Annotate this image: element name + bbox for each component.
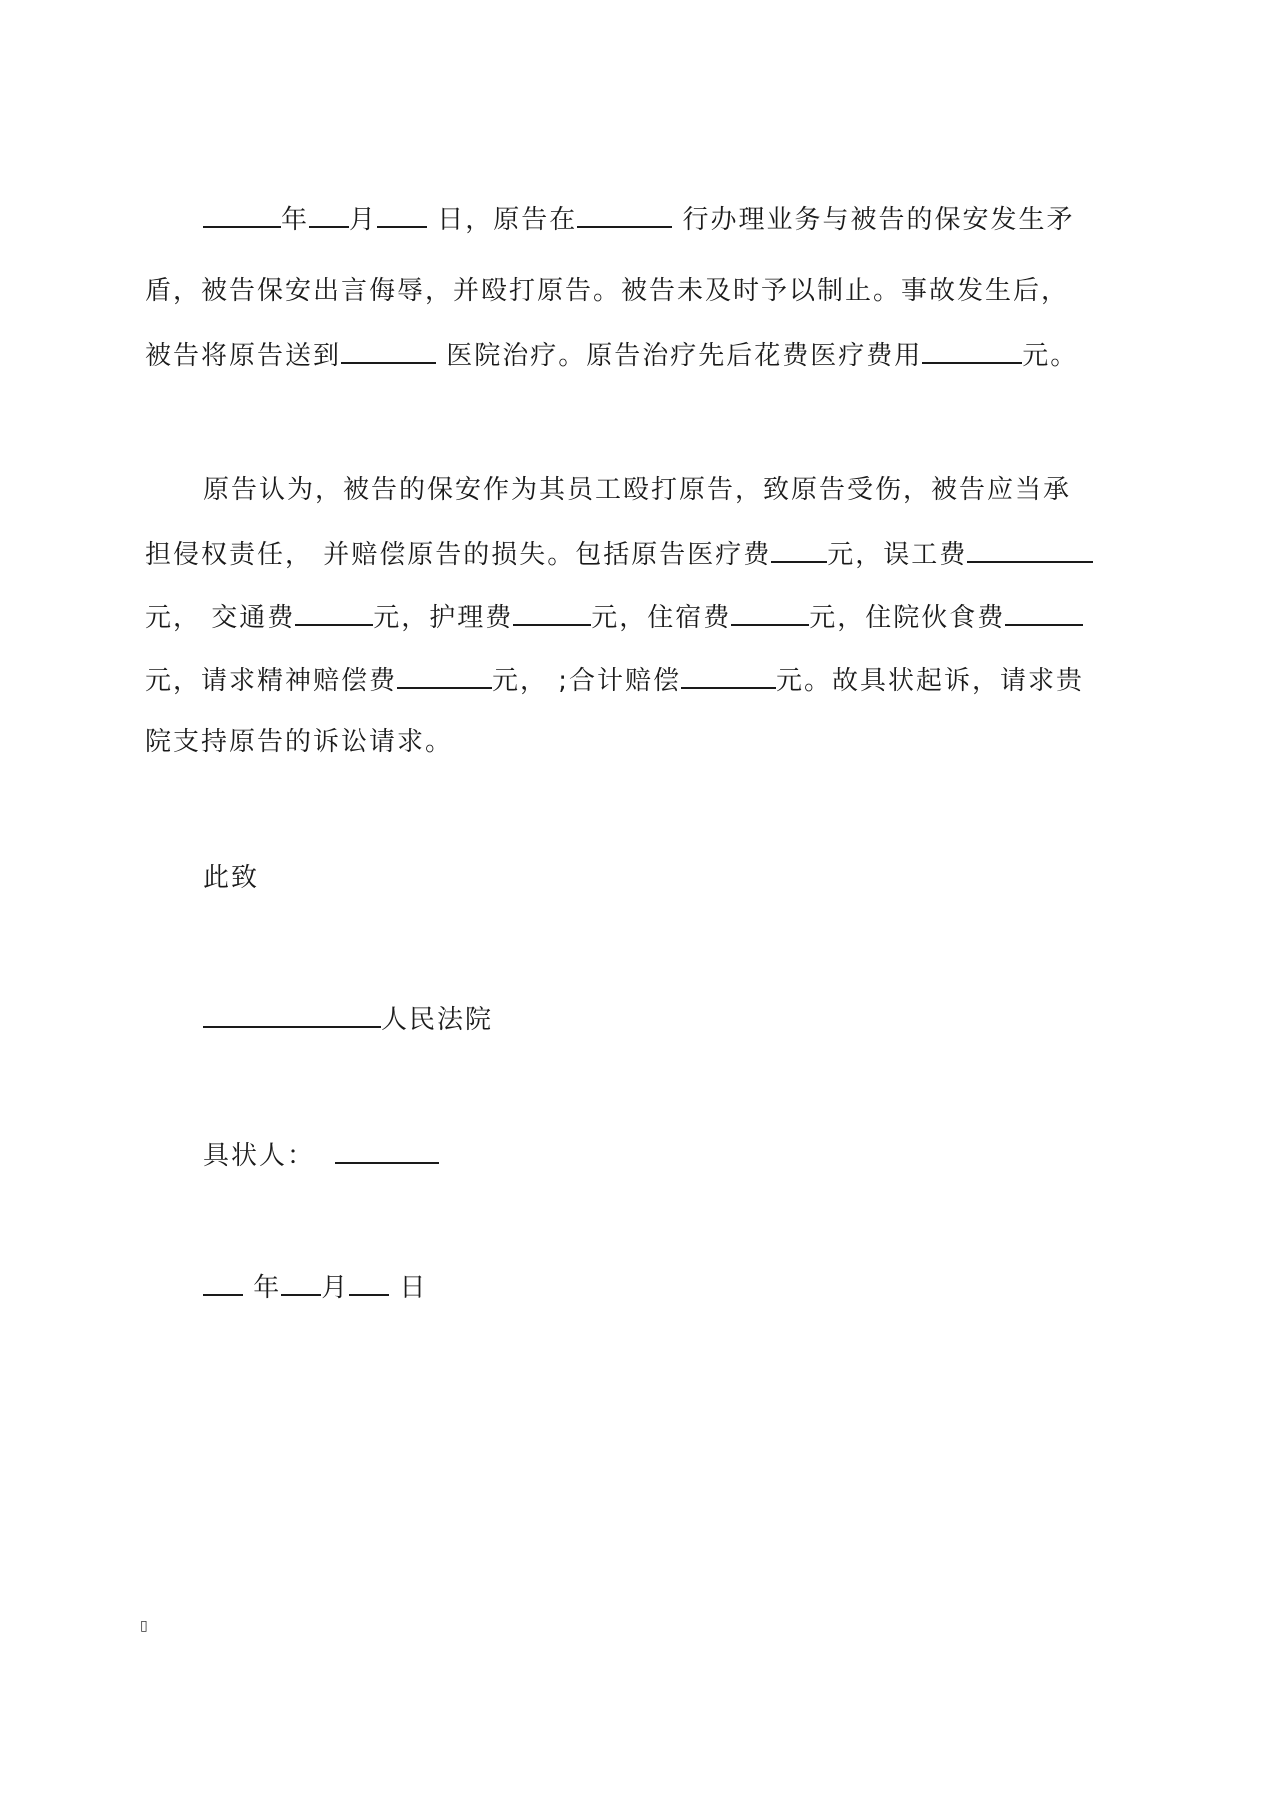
court-text: 人民法院 bbox=[381, 1005, 494, 1035]
lodging-fee-blank[interactable] bbox=[731, 598, 809, 626]
medical-cost-blank[interactable] bbox=[922, 336, 1022, 364]
medical-fee-blank[interactable] bbox=[771, 535, 827, 563]
year-blank[interactable] bbox=[203, 200, 281, 228]
p2-l3-text: 元， 交通费 bbox=[145, 603, 296, 633]
p1-line-1 bbox=[203, 200, 1075, 238]
footer-mark: ▯ bbox=[140, 1618, 148, 1634]
p1-l3-text-3: 元。 bbox=[1022, 341, 1079, 371]
sign-day-blank[interactable] bbox=[349, 1268, 389, 1296]
lost-wage-blank[interactable] bbox=[967, 535, 1093, 563]
p1-line-2 bbox=[145, 273, 1069, 309]
p2-l4-text-3: 元。故具状起诉，请求贵 bbox=[776, 666, 1085, 696]
total-blank[interactable] bbox=[681, 661, 776, 689]
p2-l4-text: 元，请求精神赔偿费 bbox=[145, 666, 398, 696]
p2-l1-text: 原告认为，被告的保安作为其员工殴打原告，致原告受伤，被告应当承 bbox=[203, 475, 1072, 505]
p2-l3-text-4: 元，住院伙食费 bbox=[809, 603, 1006, 633]
p2-l2-text: 担侵权责任， 并赔偿原告的损失。包括原告医疗费 bbox=[145, 540, 772, 570]
salutation-text: 此致 bbox=[203, 863, 260, 893]
p2-l2-text-2: 元，误工费 bbox=[827, 540, 968, 570]
p1-l3-text-2: 医院治疗。原告治疗先后花费医疗费用 bbox=[436, 341, 923, 371]
sign-month-text: 月 bbox=[321, 1273, 350, 1303]
hospital-blank[interactable] bbox=[341, 336, 436, 364]
p2-line-1 bbox=[203, 472, 1071, 508]
p2-l4-text-2: 元， ;合计赔偿 bbox=[492, 666, 682, 696]
p2-l3-text-3: 元，住宿费 bbox=[591, 603, 732, 633]
p1-l1-month: 月 bbox=[349, 205, 378, 235]
p2-l3-text-2: 元，护理费 bbox=[373, 603, 514, 633]
sign-month-blank[interactable] bbox=[281, 1268, 321, 1296]
p1-l1-year: 年 bbox=[281, 205, 310, 235]
p2-line-3 bbox=[145, 598, 1083, 636]
salutation bbox=[203, 860, 259, 896]
p2-line-5 bbox=[145, 724, 453, 760]
petitioner-line bbox=[203, 1136, 439, 1174]
court-name-blank[interactable] bbox=[203, 1000, 381, 1028]
date-line bbox=[203, 1268, 428, 1306]
mental-damage-blank[interactable] bbox=[397, 661, 492, 689]
p1-l2-text: 盾，被告保安出言侮辱，并殴打原告。被告未及时予以制止。事故发生后， bbox=[145, 276, 1070, 306]
p2-line-2 bbox=[145, 535, 1093, 573]
bank-blank[interactable] bbox=[577, 200, 672, 228]
transport-fee-blank[interactable] bbox=[295, 598, 373, 626]
p1-l1-text: 日，原告在 bbox=[427, 205, 578, 235]
p2-line-4 bbox=[145, 661, 1084, 699]
p1-l3-text: 被告将原告送到 bbox=[145, 341, 342, 371]
nursing-fee-blank[interactable] bbox=[513, 598, 591, 626]
p1-line-3 bbox=[145, 336, 1078, 374]
petitioner-blank[interactable] bbox=[335, 1136, 439, 1164]
sign-day-text: 日 bbox=[389, 1273, 428, 1303]
day-blank[interactable] bbox=[377, 200, 427, 228]
court-line bbox=[203, 1000, 493, 1038]
p2-l5-text: 院支持原告的诉讼请求。 bbox=[145, 727, 454, 757]
month-blank[interactable] bbox=[309, 200, 349, 228]
sign-year-text: 年 bbox=[243, 1273, 282, 1303]
sign-year-blank[interactable] bbox=[203, 1268, 243, 1296]
meal-fee-blank[interactable] bbox=[1005, 598, 1083, 626]
petitioner-label: 具状人： bbox=[203, 1141, 316, 1171]
p1-l1-text-2: 行办理业务与被告的保安发生矛 bbox=[672, 205, 1075, 235]
